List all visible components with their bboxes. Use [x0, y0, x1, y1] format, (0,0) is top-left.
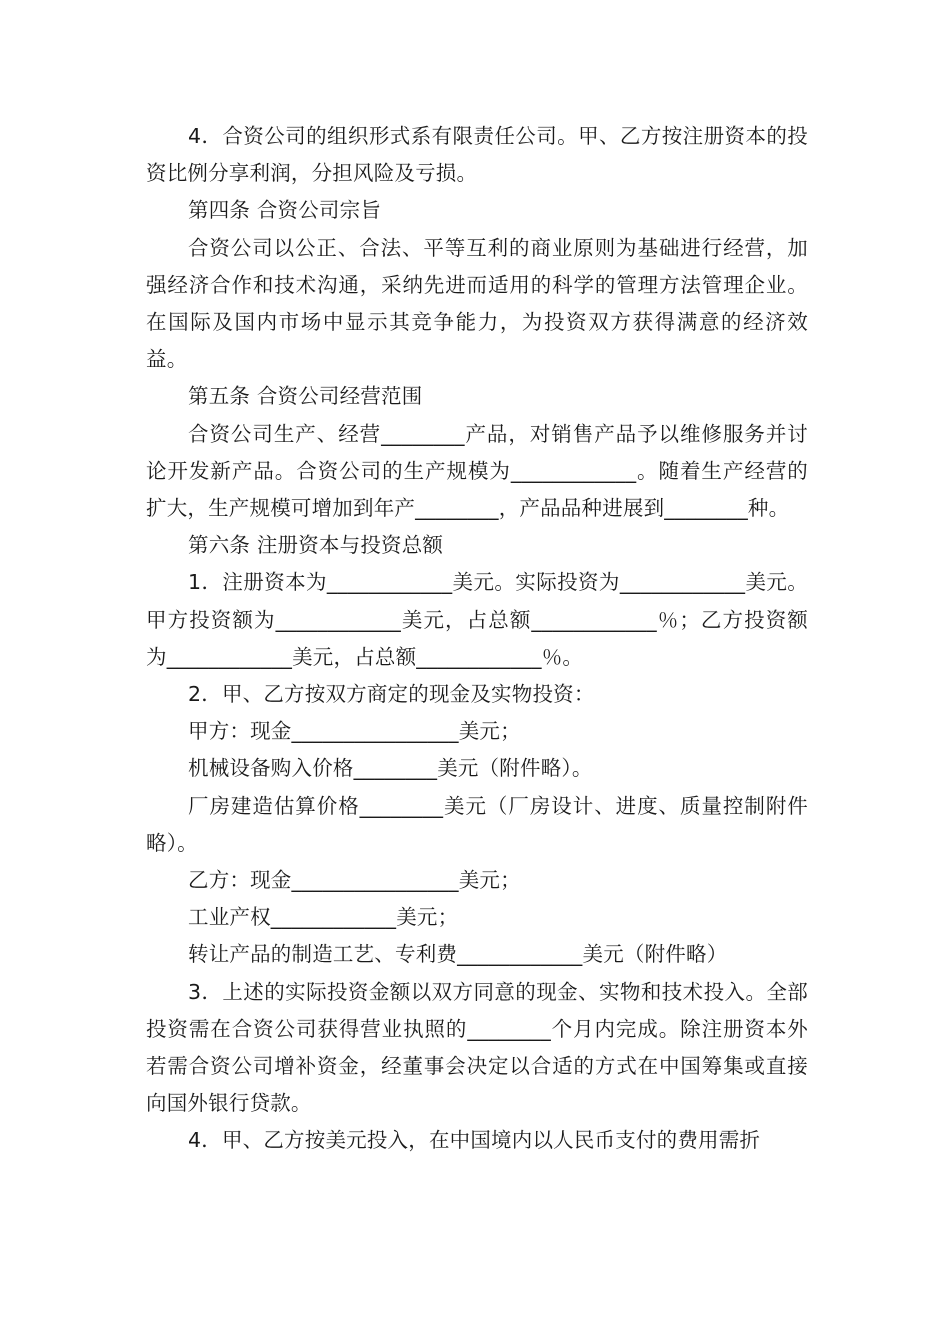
- party-a-factory: 厂房建造估算价格________美元（厂房设计、进度、质量控制附件略）。: [146, 793, 808, 855]
- article-4-body: 合资公司以公正、合法、平等互利的商业原则为基础进行经营，加强经济合作和技术沟通，采纳先进而适用的科学的管理方法管理企业。在国际及国内市场中显示其竞争能力，为投资双方获得满意的经济效益。: [146, 235, 808, 372]
- party-b-cash: 乙方：现金________________美元；: [188, 868, 521, 893]
- article-6-clause-4: 4．甲、乙方按美元投入，在中国境内以人民币支付的费用需折: [188, 1128, 761, 1153]
- party-a-cash: 甲方：现金________________美元；: [188, 719, 521, 744]
- article-6-clause-1: 1．注册资本为____________美元。实际投资为____________美元。甲方投资额为____________美元，占总额____________％；乙方投资额为____________美元，占总额____________％。: [146, 570, 808, 669]
- party-b-industrial-property: 工业产权____________美元；: [188, 905, 459, 930]
- clause-4-organization-form: 4．合资公司的组织形式系有限责任公司。甲、乙方按注册资本的投资比例分享利润，分担风险及亏损。: [146, 124, 808, 186]
- article-6-clause-2: 2．甲、乙方按双方商定的现金及实物投资：: [188, 682, 595, 707]
- party-a-machinery: 机械设备购入价格________美元（附件略）。: [188, 756, 593, 781]
- party-b-patent-fee: 转让产品的制造工艺、专利费____________美元（附件略）: [188, 942, 728, 967]
- article-4-heading: 第四条 合资公司宗旨: [188, 198, 382, 223]
- article-6-clause-3: 3．上述的实际投资金额以双方同意的现金、实物和技术投入。全部投资需在合资公司获得营业执照的________个月内完成。除注册资本外若需合资公司增补资金，经董事会决定以合适的方式在中国筹集或直接向国外银行贷款。: [146, 979, 808, 1116]
- article-6-heading: 第六条 注册资本与投资总额: [188, 533, 444, 558]
- article-5-body: 合资公司生产、经营________产品，对销售产品予以维修服务并讨论开发新产品。合资公司的生产规模为____________。随着生产经营的扩大，生产规模可增加到年产________，产品品种进展到________种。: [146, 421, 808, 521]
- article-5-heading: 第五条 合资公司经营范围: [188, 384, 423, 409]
- document-body: [146, 118, 808, 1160]
